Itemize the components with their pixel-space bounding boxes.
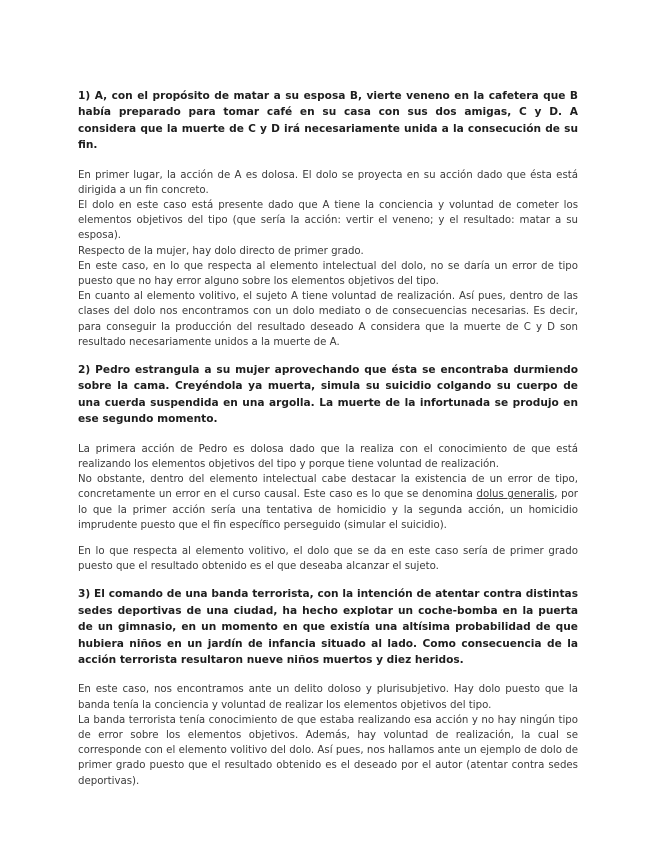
answer-1-paragraph-1: En primer lugar, la acción de A es dolosa. El dolo se proyecta en su acción dado que ésta está dirigida a un fin concreto. xyxy=(78,169,578,196)
answer-2-paragraph-1: La primera acción de Pedro es dolosa dado que la realiza con el conocimiento de que está realizando los elementos objetivos del tipo y porque tiene voluntad de realización. xyxy=(78,443,578,470)
answer-2-paragraph-2 xyxy=(78,472,578,533)
question-2: 2) Pedro estrangula a su mujer aprovechando que ésta se encontraba durmiendo sobre la cama. Creyéndola ya muerta, simula su suicidio colgando su cuerpo de una cuerda suspendida en una argolla. La muerte de la infortunada se produjo en ese segundo momento. xyxy=(78,364,578,426)
answer-1-paragraph-5: En cuanto al elemento volitivo, el sujeto A tiene voluntad de realización. Así pues, dentro de las clases del dolo nos encontramos con un dolo mediato o de consecuencias necesarias. Es decir, para conseguir la producción del resultado deseado A considera que la muerte de C y D son resultado necesariamente unidos a la muerte de A. xyxy=(78,291,578,348)
section-2 xyxy=(78,362,578,574)
section-3 xyxy=(78,586,578,788)
answer-3-paragraph-2: La banda terrorista tenía conocimiento de que estaba realizando esa acción y no hay ningún tipo de error sobre los elementos objetivos. Además, hay voluntad de realización, la cual se corresponde con el elemento volitivo del dolo. Así pues, nos hallamos ante un ejemplo de dolo de primer grado puesto que el resultado obtenido es el deseado por el autor (atentar contra sedes deportivas). xyxy=(78,714,578,787)
document-page xyxy=(78,88,578,789)
answer-2-paragraph-2-text-a: No obstante, dentro del elemento intelectual cabe destacar la existencia de un error de tipo, concretamente un error en el curso causal. Este caso es lo que se denomina xyxy=(78,474,578,501)
dolus-generalis-term: dolus generalis xyxy=(476,489,555,501)
answer-2-paragraph-2-text-b: , por lo que la primer acción sería una tentativa de homicidio y la segunda acción, un homicidio imprudente puesto que el fin específico perseguido (simular el suicidio). xyxy=(78,489,578,531)
answer-1-paragraph-4: En este caso, en lo que respecta al elemento intelectual del dolo, no se daría un error de tipo puesto que no hay error alguno sobre los elementos objetivos del tipo. xyxy=(78,260,578,288)
question-3: 3) El comando de una banda terrorista, con la intención de atentar contra distintas sedes deportivas de una ciudad, ha hecho explotar un coche-bomba en la puerta de un gimnasio, en un momento en que existía una altísima probabilidad de que hubiera niños en un jardín de infancia situado al lado. Como consecuencia de la acción terrorista resultaron nueve niños muertos y diez heridos. xyxy=(78,588,578,666)
question-1: 1) A, con el propósito de matar a su esposa B, vierte veneno en la cafetera que B había preparado para tomar café en su casa con sus dos amigas, C y D. A considera que la muerte de C y D irá necesariamente unida a la consecución de su fin. xyxy=(78,90,578,152)
answer-2-paragraph-3: En lo que respecta al elemento volitivo, el dolo que se da en este caso sería de primer grado puesto que el resultado obtenido es el que deseaba alcanzar el sujeto. xyxy=(78,545,578,573)
answer-1-paragraph-3: Respecto de la mujer, hay dolo directo de primer grado. xyxy=(78,245,364,257)
answer-1-paragraph-2: El dolo en este caso está presente dado que A tiene la conciencia y voluntad de cometer los elementos objetivos del tipo (que sería la acción: vertir el veneno; y el resultado: matar a su esposa). xyxy=(78,200,578,242)
answer-3-paragraph-1: En este caso, nos encontramos ante un delito doloso y plurisubjetivo. Hay dolo puesto que la banda tenía la conciencia y voluntad de realizar los elementos objetivos del tipo. xyxy=(78,684,578,711)
section-1 xyxy=(78,88,578,350)
